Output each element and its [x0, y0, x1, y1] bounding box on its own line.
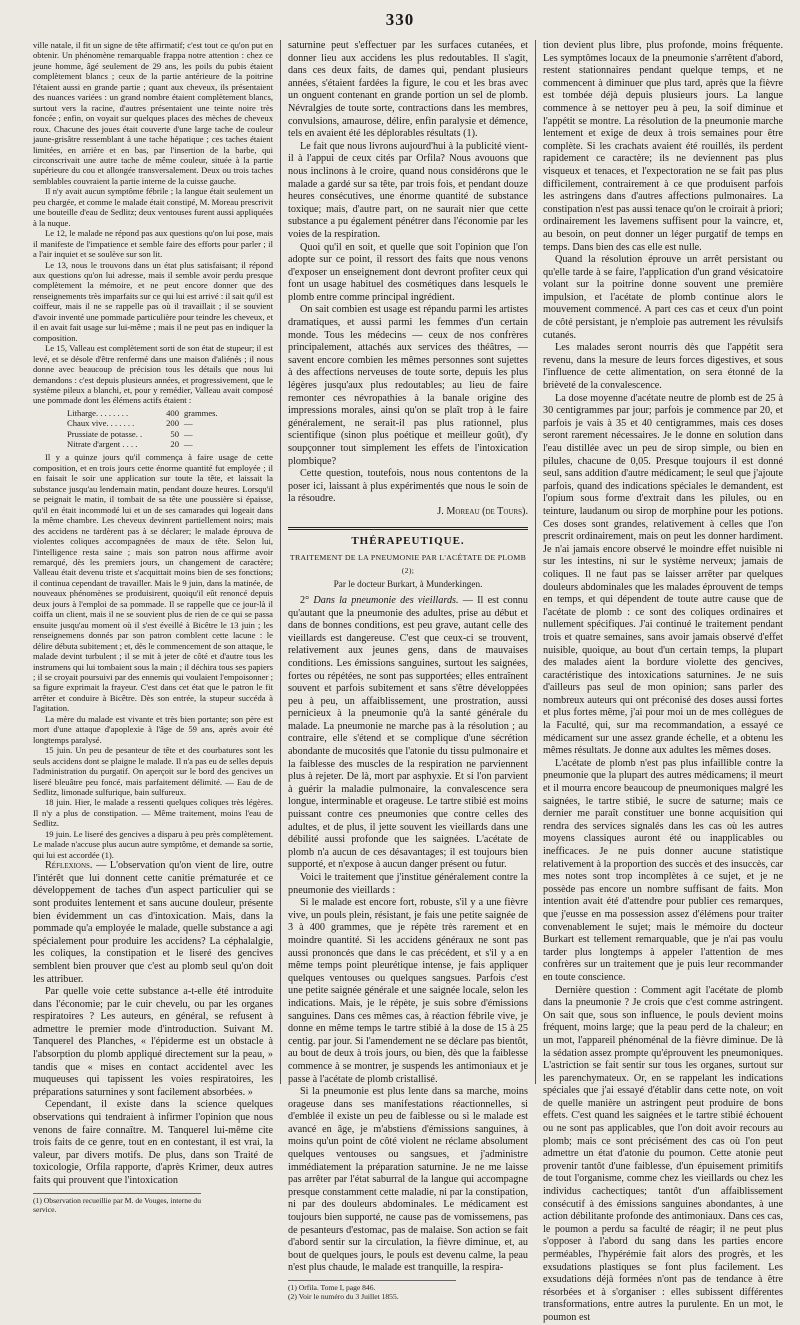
paragraph: Dernière question : Comment agit l'acétate de plomb dans la pneumonie ? Je crois que c'est comme astringent. On sait que, sous son influence, le pouls devient moins fréquent, moins large; que la peau perd de la chaleur; en un mot, l'appareil phénoménal de la fièvre diminue. De là la sédation assez prompte qu'éprouvent les pneumoniques. L'astriction se fait sentir sur tous les organes, surtout sur les parenchymateux. Or, en se rappelant les indications spéciales que j'ai essayé d'établir dans cette note, on voit de quelle manière un astringent peut produire de bons effets. C'est quand les saignées et le tartre stibié échouent ou ne sont pas applicables, que l'on doit avoir recours au plomb; mais ce sont précisément des cas où l'on peut admettre un état d'atonie du poumon. Cette atonie peut provenir tantôt d'une faiblesse, d'un épuisement primitifs de tout l'organisme, comme chez les vieillards ou chez les individus cachectiques; tantôt d'un affaiblissement consécutif à des émissions sanguines abondantes, à une action débilitante profonde des antimoniaux. Dans ces cas, le poumon a perdu sa faculté de réagir; il ne peut plus s'opposer à l'abord du sang dans les parties encore perméables, l'hypérémie fait alors des progrès, et les exsudations plastiques se font plus facilement. Les exsudations déjà formées n'ont pas de tendance à être résorbées et à s'organiser : elles subissent différentes transformations, entre autres la purulente. En un mot, le poumon est	[543, 984, 783, 1323]
paragraph	[33, 860, 273, 986]
lead-text: — Il est connu qu'autant que la pneumonie des adultes, prise au début et dans de bonnes conditions, est peu grave, autant celle des vieillards est dangereuse. C'est que ceux-ci se trouvent, relativement aux jeunes gens, dans de mauvaises conditions. Les émissions sanguines, surtout les saignées, fortes ou répétées, ne sont pas supportées; elles entraînent souvent et parfois subitement et sans s'être développées peu à peu, un affaiblissement, une prostration, aussi pernicieux à la pneumonie qu'à la santé générale du malade. La pneumonie ne marche pas à la résolution ; au contraire, elle s'étend et se complique d'une sécrétion abondante de mucosités que l'atonie du tissu pulmonaire et la faiblesse des muscles de la respiration ne parviennent plus à rejeter. De là, mort par asphyxie. Et si l'on parvient à guérir la maladie pulmonaire, la convalescence sera longue, interminable et orageuse. Le tartre stibié est moins puissant contre ces pneumonies que contre celles des adultes, et de plus, il jette souvent les vieillards dans une débilité aussi profonde que les saignées. L'acétate de plomb n'a aucun de ces désavantages; il est toujours bien supporté, et n'expose à aucun danger présent ou futur.	[288, 594, 528, 871]
paragraph: La dose moyenne d'acétate neutre de plomb est de 25 à 30 centigrammes par jour; parfois je commence par 20, et parfois je vais à 35 et 40 centigrammes, mais ces doses seront rarement nécessaires. Je le donne en solution dans l'eau distillée avec un peu de sirop simple, ou bien en pilules, chacune de 0,05. Presque toujours il est donné seul, sans addition d'autre médicament; le seul que j'ajoute parfois, quand des indications spéciales le demandent, est l'opium sous forme d'extrait dans les pilules, ou en teinture, laudanum ou sirop de morphine pour les potions. Ces doses sont grandes, relativement à celles que l'on prescrit ordinairement, mais on peut les donner hardiment. Je n'ai jamais encore observé le moindre effet nuisible ni sur les intestins, ni sur le système nerveux; jamais de coliques. Il ne faut pas se laisser arrêter par quelques douleurs abdominales que les malades éprouvent de temps en temps, et qui dépendent de toute autre cause que de l'acétate de plomb : ce sont des coliques ordinaires et nullement spécifiques. J'ai continué le traitement pendant trois et quatre semaines, sans avoir jamais observé d'effet nuisible, quoique, au bout d'un certain temps, la plupart des malades aient la bordure violette des gencives, caractéristique des intoxications saturnines. Je ne suis d'ailleurs pas seul de mon opinion; sans parler des nombreux auteurs qui ont préconisé des doses aussi fortes et plus fortes même, j'ai pour moi un de mes collègues de la Faculté, qui, sur ma recommandation, a essayé ce médicament sur une assez grande échelle, et a obtenu les mêmes résultats. Je donne aux adultes les mêmes doses.	[543, 392, 783, 757]
paragraph: Si le malade est encore fort, robuste, s'il y a une fièvre vive, un pouls plein, résistant, je fais une petite saignée de 3 à 400 grammes, que je répète très rarement et en moindre quantité. Si les accidens généraux ne sont pas aussi prononcés que dans le cas précédent, et s'il y a en même temps point pleurétique intense, je fais appliquer quelques ventouses ou quelques sangsues. Parfois c'est une petite saignée générale et une saignée locale, selon les indications. Mais, je le répète, je suis sobre d'émissions sanguines. Dans ces mêmes cas, à réaction fébrile vive, je donne en même temps le tartre stibié à la dose de 15 à 25 centig. par jour. Si l'amendement ne se déclare pas bientôt, au bout de deux à trois jours, ou bien, dès que la faiblesse commence à se montrer, je suspends les antimoniaux et je passe à l'acétate de plomb cristallisé.	[288, 897, 528, 1085]
paragraph: Quand la résolution éprouve un arrêt persistant ou qu'elle tarde à se faire, l'application d'un grand vésicatoire volant sur la poitrine donne souvent une première impulsion, et l'acétate de plomb continue alors le mouvement commencé. A part ces cas et ceux d'un point de côté persistant, je n'emploie pas autrement les révulsifs cutanés.	[543, 254, 783, 341]
column-3	[535, 40, 790, 1323]
ingredient-name: Prussiate de potasse. .	[67, 428, 143, 439]
ingredient-unit: —	[184, 418, 193, 429]
ingredient-unit: grammes.	[184, 407, 218, 418]
ingredient-quantity: 200	[166, 418, 179, 429]
paragraph	[288, 595, 528, 872]
ingredient-unit: —	[184, 428, 193, 439]
article-title: TRAITEMENT DE LA PNEUMONIE PAR L'ACÉTATE DE PLOMB (2);	[289, 553, 527, 575]
reflexions-text: — L'observation qu'on vient de lire, outre l'intérêt que lui donnent cette canitie prématurée et ce développement de taches d'un aspect particulier qui se sont produites lentement et sans aucune douleur, présente bien évidemment un cas d'intoxication. Mais, dans la pommade qu'a employée le malade, quelle substance a agi spécialement pour produire les accidens? La céphalalgie, les coliques, la constipation et le liseré des gencives semblent bien prouver que c'est au plomb seul qu'on doit les attribuer.	[33, 860, 273, 985]
paragraph: La mère du malade est vivante et très bien portante; son père est mort d'une attaque d'apoplexie à l'âge de 59 ans, après avoir été longtemps paralysé.	[33, 713, 273, 745]
paragraph: Le 15, Valleau est complètement sorti de son état de stupeur; il est levé, et se désole d'être renfermé dans une maison d'aliénés ; il nous donne avec beaucoup de précision tous les détails que nous lui demandons : c'est depuis plusieurs années, et progressivement, que le système pileux a blanchi, et, pour y remédier, Valleau avait composé une pommade dont les élémens actifs étaient :	[33, 343, 273, 406]
paragraph: 19 juin. Le liseré des gencives a disparu à peu près complètement. Le malade n'accuse plus aucun autre symptôme, et demande sa sortie, qui lui est accordée (1).	[33, 828, 273, 860]
paragraph: Cependant, il existe dans la science quelques observations qui tendraient à infirmer l'opinion que nous venons de faire connaître. M. Tanquerel lui-même cite trois faits de ce genre, tout en en contestant, il est vrai, la valeur, par divers motifs. De plus, dans son Traité de toxicologie, Orfila rapporte, d'après Krimer, deux autres faits qui prouvent que l'intoxication	[33, 1099, 273, 1186]
ingredient-name: Chaux vive. . . . . . .	[67, 418, 135, 429]
footnotes	[288, 1280, 456, 1302]
paragraph: Les malades seront nourris dès que l'appétit sera revenu, dans la mesure de leurs forces digestives, et sous l'influence de cette alimentation, on sera étonné de la brièveté de la convalescence.	[543, 342, 783, 392]
footnote: (1) Orfila. Tome I, page 846.	[288, 1283, 376, 1292]
footnotes	[33, 1193, 201, 1215]
paragraph: Quoi qu'il en soit, et quelle que soit l'opinion que l'on adopte sur ce point, il ressort des faits que nous venons d'exposer un enseignement dont devront profiter ceux qui font un usage habituel des cosmétiques dans lesquels le plomb entre comme principal ingrédient.	[288, 241, 528, 303]
ingredient-quantity: 20	[170, 439, 179, 450]
paragraph: tion devient plus libre, plus profonde, moins fréquente. Les symptômes locaux de la pneumonie s'arrêtent d'abord, restent stationnaires pendant quelque temps, et ne commencent à diminuer que plus tard, après que la fièvre est tombée déjà depuis plusieurs jours. La langue commence à se nettoyer peu à peu, la soif diminue et l'appétit se montre. La résolution de la pneumonie marche lentement et exige de deux à trois semaines pour être complète. Si les crachats avaient été rouillés, ils perdent rapidement ce caractère; ils ne deviennent pas plus visqueux et tenaces, et l'expectoration ne se fait pas plus difficilement, contrairement à ce que produisent parfois les astringens dans d'autres affections pulmonaires. La constipation n'est pas aussi tenace qu'on le croirait à priori; ordinairement les lavemens suffisent pour la vaincre, et, au besoin, on peut donner un léger purgatif de temps en temps. Dans bien des cas elle est nulle.	[543, 40, 783, 253]
paragraph: Le 13, nous le trouvons dans un état plus satisfaisant; il répond aux questions qu'on lui adresse, mais il semble avoir perdu presque complètement la mémoire, et ne peut encore donner que des renseignements très imparfaits sur ce qui lui est arrivé : il sait qu'il est coiffeur, mais il ne se rappelle pas où il travaillait ; il se souvient d'avoir inventé une pommade particulière pour teindre les cheveux, et il en avait fait usage sur lui-même ; mais il ne peut pas en indiquer la composition.	[33, 259, 273, 343]
article-byline: Par le docteur Burkart, à Munderkingen.	[333, 579, 483, 590]
paragraph: Le fait que nous livrons aujourd'hui à la publicité vient-il à l'appui de ceux cités par Orfila? Nous avouons que nous inclinons à le croire, quand nous considérons que le malade a gardé sur sa tête, par trois fois, et pendant douze heures consécutives, une énorme quantité de substance toxique; mais, d'autre part, on ne saurait nier que cette substance a pu également pénétrer dans l'économie par les voies de la respiration.	[288, 140, 528, 240]
paragraph: Voici le traitement que j'institue généralement contre la pneumonie des vieillards :	[288, 872, 528, 896]
ingredient-row	[67, 418, 273, 428]
column-2	[280, 40, 535, 1302]
text-columns	[26, 40, 790, 1323]
paragraph: Le 12, le malade ne répond pas aux questions qu'on lui pose, mais il manifeste de l'impatience et semble faire des efforts pour parler ; il a l'air inquiet et se soulève sur son lit.	[33, 228, 273, 260]
paragraph: saturnine peut s'effectuer par les surfaces cutanées, et donner lieu aux accidens les plus redoutables. Il s'agit, dans ces deux faits, de dames qui, pendant plusieurs années, s'étaient fardées la figure, le cou et les bras avec un onguent contenant en grande portion un sel de plomb. Névralgies de toute sorte, contractions dans les membres, convulsions, amaurose, délire, enfin paralysie et démence, tels en avaient été les déplorables résultats (1).	[288, 40, 528, 140]
column-1	[26, 40, 280, 1214]
paragraph: Il n'y avait aucun symptôme fébrile ; la langue était seulement un peu chargée, et comme le malade était constipé, M. Moreau prescrivit une bouteille d'eau de Sedlitz; deux ventouses furent aussi appliquées à la nuque.	[33, 186, 273, 228]
paragraph: Cette question, toutefois, nous nous contentons de la poser ici, laissant à plus expérimentés que nous le soin de la résoudre.	[288, 468, 528, 505]
section-heading: THÉRAPEUTIQUE.	[351, 534, 465, 547]
paragraph: ville natale, il fit un signe de tête affirmatif; c'est tout ce qu'on put en obtenir. Un phénomène remarquable frappa notre attention : chez ce jeune homme, âgé seulement de 29 ans, les poils du pubis étaient complètement blancs ; ceux de la partie antérieure de la poitrine l'étaient aussi en grande partie ; quant aux cheveux, ils présentaient des nuances variées : un grand nombre étaient complètement blancs, surtout vers la racine, d'autres présentaient une teinte noire très foncée ; enfin, on voyait sur quelques places des mèches de cheveux roux. Chacune des joues était couverte d'une large tache de couleur jaune-grisâtre ressemblant à une tache hépatique ; ces taches étaient limitées, en arrière et en bas, par l'insertion de la barbe, qui circonscrivait une autre tache de même couleur, située à la partie supérieure du cou et allongée transversalement. Deux ou trois taches semblables couvraient la partie interne de la cuisse gauche.	[33, 40, 273, 186]
ingredient-row	[67, 429, 273, 439]
ingredient-list	[67, 408, 273, 450]
paragraph: 18 juin. Hier, le malade a ressenti quelques coliques très légères. Il n'y a plus de constipation. — Même traitement, moins l'eau de Sedlitz.	[33, 797, 273, 829]
ingredient-row	[67, 439, 273, 449]
footnote: (1) Observation recueillie par M. de Vouges, interne du service.	[33, 1195, 201, 1214]
reflexions-label: Réflexions.	[45, 860, 93, 872]
ingredient-row	[67, 408, 273, 418]
page-number: 330	[385, 10, 415, 29]
paragraph: L'acétate de plomb n'est pas plus infaillible contre la pneumonie que la plupart des autres médicamens; il meurt et il mourra encore beaucoup de pneumoniques malgré les saignées, le tartre stibié, le sucre de saturne; mais ce dernier me paraît constituer une bonne acquisition qui rendra des services signalés dans les cas où les autres moyens classiques auront été ou inapplicables ou inefficaces. Je ne puis donner aucune statistique relativement à la proportion des succès et des insuccès, car mes notes sont trop incomplètes à ce sujet, et je ne possède pas encore un nombre suffisant de faits. Mon intention avait été d'attendre pour publier ces remarques, que j'eusse en ma possession assez d'élémens pour traiter convenablement le sujet; mais le mémoire du docteur Burkart est tellement remarquable, que je n'ai pas voulu tarder plus longtemps à appeler l'attention de mes confrères sur un traitement que je puis leur recommander en toute conscience.	[543, 757, 783, 983]
paragraph: Si la pneumonie est plus lente dans sa marche, moins orageuse dans ses manifestations réactionnelles, si d'emblée il existe un peu de faiblesse ou si le malade est avancé en âge, je m'abstiens d'émissions sanguines, à moins qu'un point de côté violent ne réclame absolument quelques ventouses ou sangsues, et j'administre immédiatement la préparation saturnine. Je ne me laisse pas arrêter par l'état saburral de la langue qui accompagne presque constamment cette maladie, ni par la constipation, ni par des douleurs abdominales. Le médicament est toujours bien supporté, ne cause pas de vomissemens, pas de pesanteurs d'estomac, pas de malaise. Son action se fait d'abord sentir sur la circulation, la fièvre diminue, et, au bout de quelques jours, le pouls est devenu calme, la peau n'est plus chaude, le malade est tranquille, la respira-	[288, 1086, 528, 1274]
paragraph: Par quelle voie cette substance a-t-elle été introduite dans l'économie; par le cuir chevelu, ou par les organes respiratoires ? Les auteurs, en général, se refusent à admettre le premier mode d'introduction. Suivant M. Tanquerel des Planches, « l'épiderme est un obstacle à l'absorption du plomb appliqué directement sur la peau, » tandis que « mises en contact accidentel avec les muqueuses qui tapissent les voies respiratoires, les préparations saturnines y sont facilement absorbées. »	[33, 986, 273, 1098]
section-divider	[288, 527, 528, 530]
ingredient-quantity: 50	[170, 428, 179, 439]
paragraph: On sait combien est usage est répandu parmi les artistes dramatiques, et aussi parmi les femmes d'un certain monde. Tous les médecins — ceux de nos confrères principalement, attachés aux services des théâtres, — savent encore combien les mêmes personnes sont sujettes à des affections nerveuses de toute sorte, depuis les plus légères jusqu'aux plus redoutables; au lieu de faire remonter ces névropathies à la banale origine des impressions morales, ainsi qu'on se plaît trop à le faire généralement, ne serait-il pas plus rationnel, plus scientifique (sinon plus poétique et meilleur goût), d'y soupçonner tout simplement les effets de l'intoxication plombique?	[288, 304, 528, 467]
inline-title: Dans la pneumonie des vieillards.	[313, 594, 459, 606]
author-signature: J. Moreau (de Tours).	[437, 505, 528, 517]
paragraph: 15 juin. Un peu de pesanteur de tête et des courbatures sont les seuls accidens dont se plaigne le malade. Il n'a pas eu de selles depuis l'administration du purgatif. On aperçoit sur le bord des gencives un liseré bleuâtre peu foncé, mais parfaitement délimité. — Eau de de Sedlitz, limonade sulfurique, bain sulfureux.	[33, 745, 273, 797]
paragraph: Il y a quinze jours qu'il commença à faire usage de cette composition, et en trois jours cette énorme quantité fut employée ; il en faisait le soir une application sur toute la tête, et laissait la substance jusqu'au lendemain matin, pendant douze heures. Lorsqu'il se peignait le matin, il tombait de sa tête une poussière si épaisse, qu'il en était incommodé lui et un de ses camarades qui logeait dans la même chambre. Les cheveux devinrent partiellement noirs; mais des accidens ne tardèrent pas à se déclarer; le malade éprouva de violentes coliques accompagnées de maux de tête. Selon lui, l'intelligence resta saine ; mais son patron nous affirme avoir remarqué, dès les premiers jours, un changement de caractère; Valleau était devenu triste et s'acquittait moins bien de ses fonctions; il continua cependant de travailler. Mais le 9 juin, dans la matinée, de nouveaux phénomènes se produisirent, quoiqu'il eût renoncé depuis deux jours à l'emploi de sa pommade. Il se rappelle que ce jour-là il coiffa un client, mais il ne se souvient plus de rien de ce qui se passa ensuite jusqu'au moment où il s'est éveillé à Bicêtre le 13 juin ; les renseignemens donnés par son patron comblent cette lacune : le délire débuta subitement ; et, dès le commencement de son attaque, le malade devint turbulent ; il se mit à jeter de côté et d'autre tous les instrumens qui lui tombaient sous la main ; il déchira tous ses papiers ; il se croyait poursuivi par des ennemis qui voulaient l'empoisonner ; sa figure exprimait la frayeur. C'est dans cet état que le patron le fit arrêter et conduire à Bicêtre. Dès son entrée, la stupeur succéda à l'agitation.	[33, 452, 273, 714]
footnote: (2) Voir le numéro du 3 Juillet 1855.	[288, 1292, 399, 1302]
ingredient-unit: —	[184, 439, 193, 450]
ingredient-name: Nitrate d'argent . . . .	[67, 439, 138, 450]
ingredient-name: Litharge. . . . . . . .	[67, 407, 129, 418]
section-number: 2°	[300, 594, 310, 606]
ingredient-quantity: 400	[166, 407, 179, 418]
